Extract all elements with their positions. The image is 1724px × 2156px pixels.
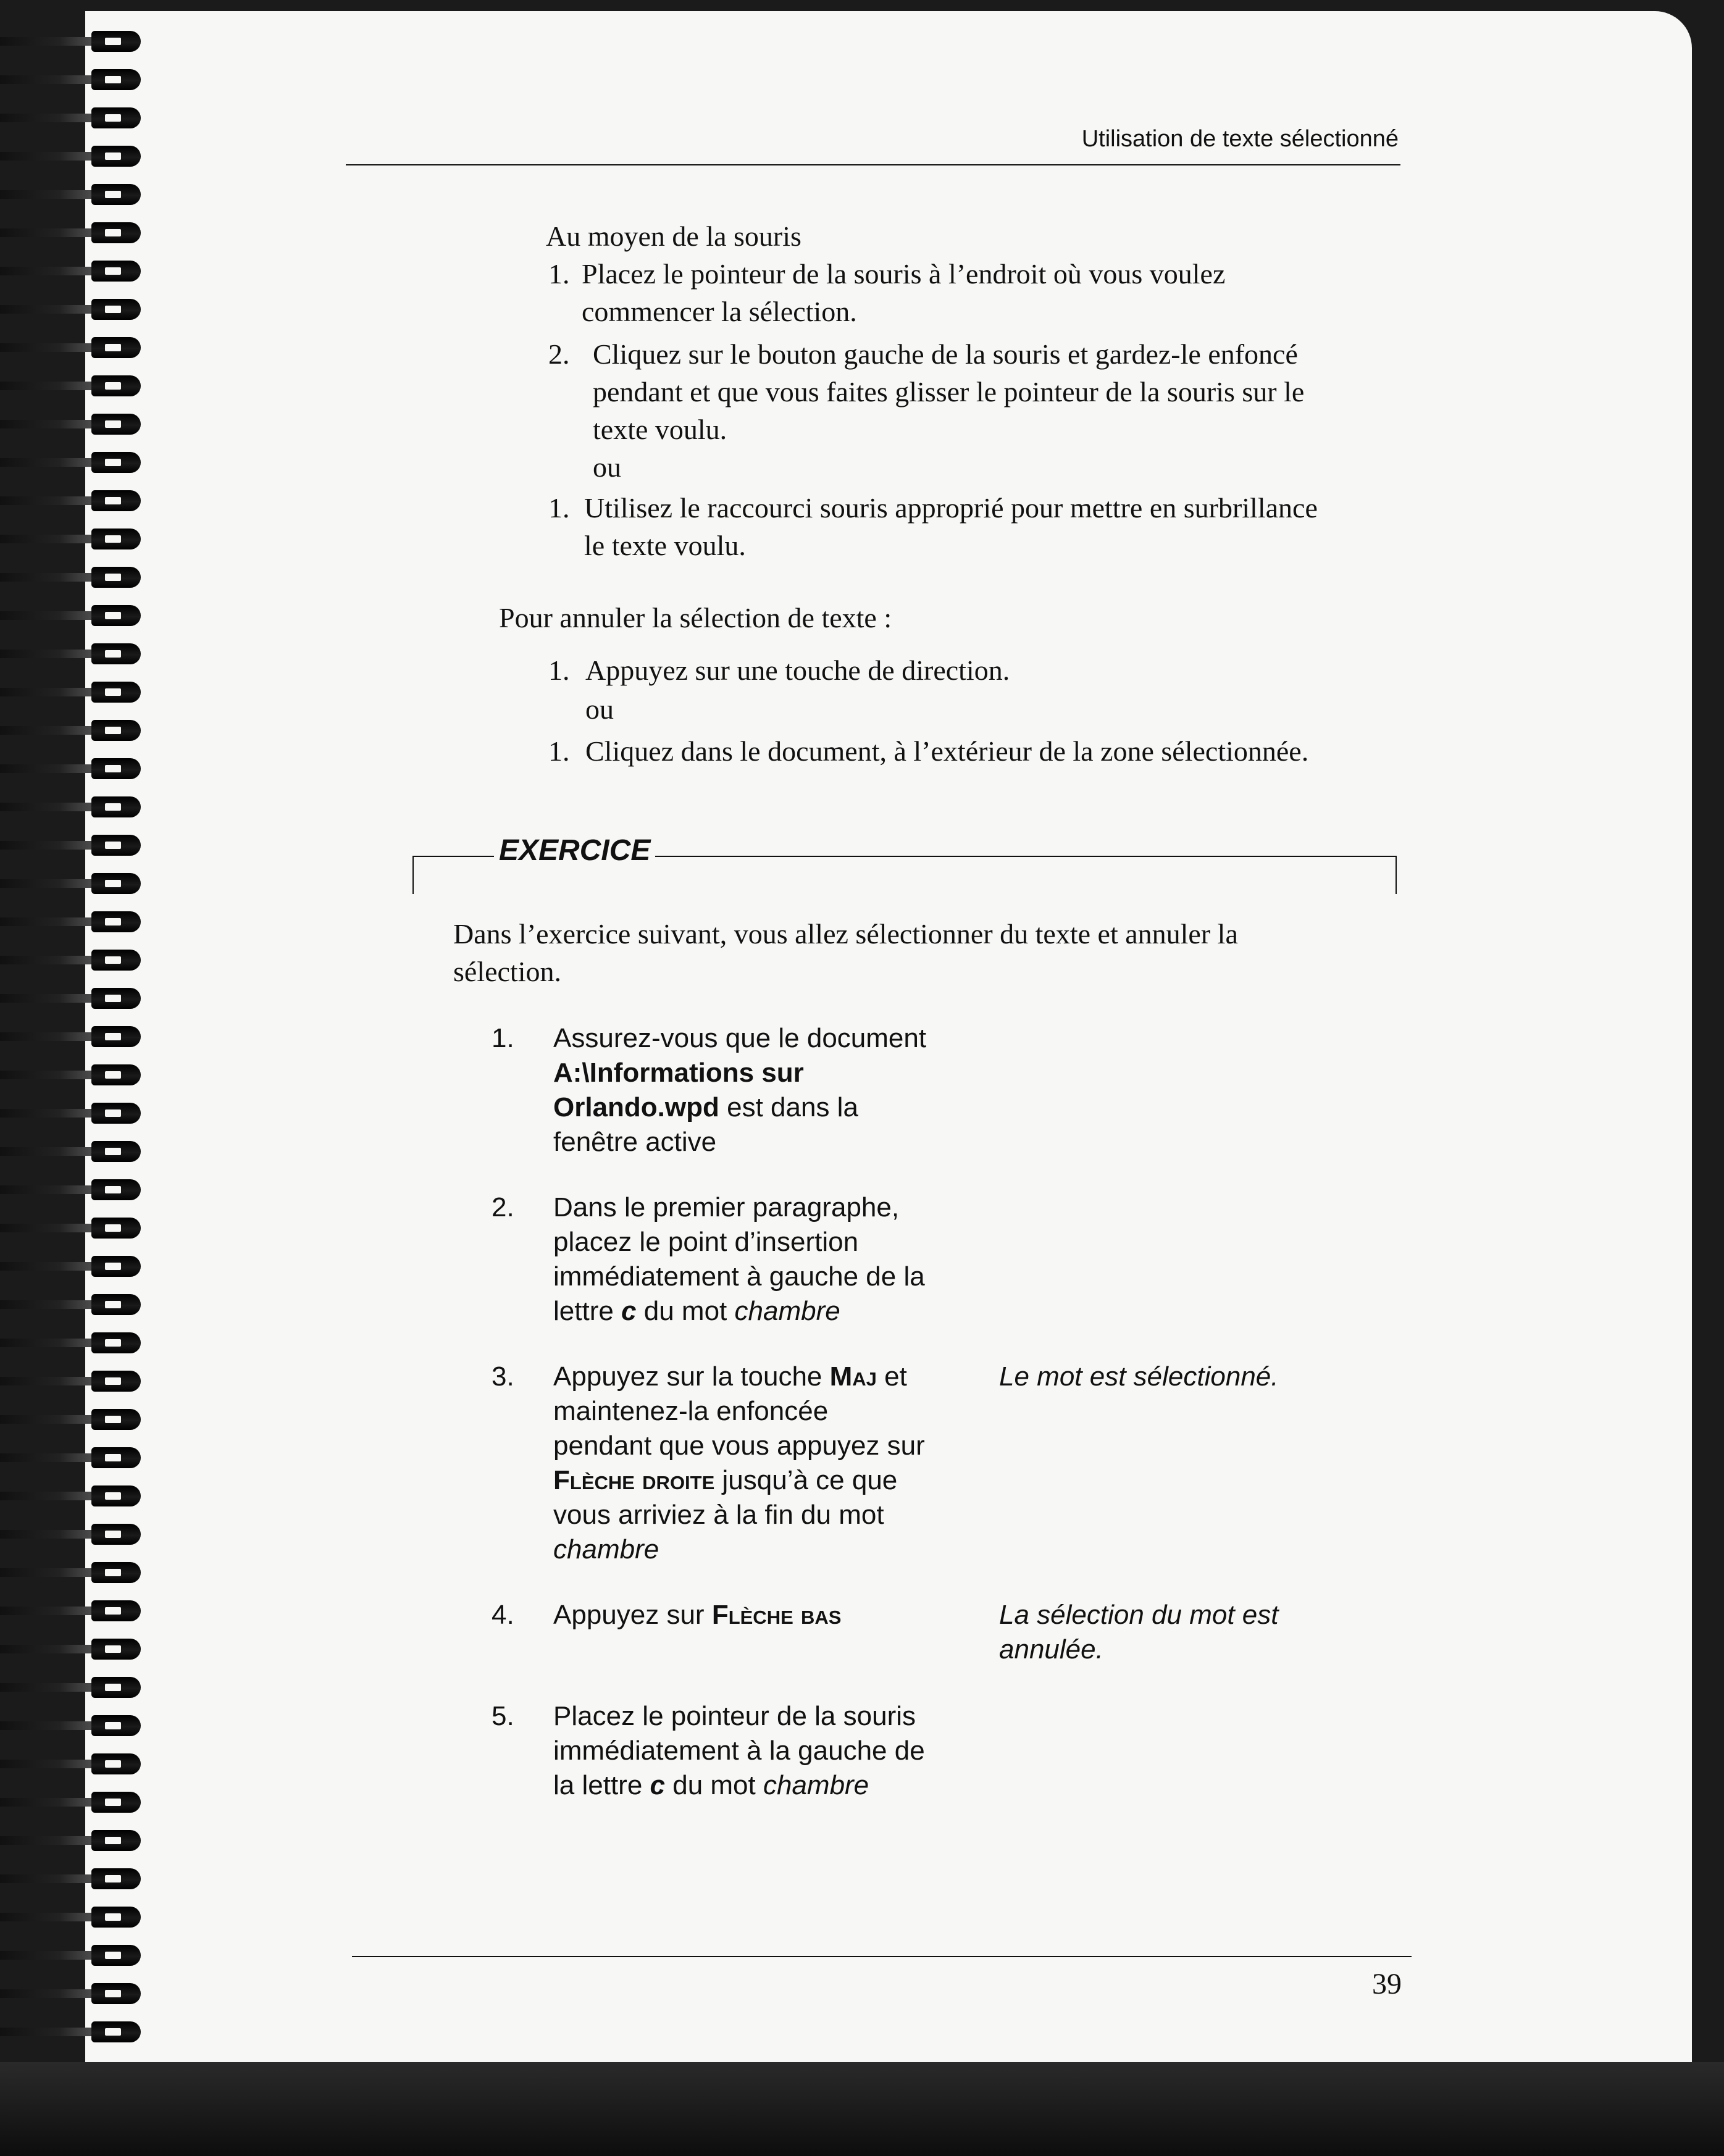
step-text: immédiatement à gauche de la xyxy=(553,1261,925,1292)
binding-coil xyxy=(0,1715,146,1736)
step-text: placez le point d’insertion xyxy=(553,1227,859,1257)
or-separator: ou xyxy=(585,693,614,725)
list-item-text: Placez le pointeur de la souris à l’endroit où vous voulez xyxy=(582,258,1226,290)
list-item-text: Cliquez dans le document, à l’extérieur de la zone sélectionnée. xyxy=(585,735,1309,767)
list-number: 1. xyxy=(548,654,570,686)
or-separator: ou xyxy=(593,451,621,483)
binding-coil xyxy=(0,1639,146,1660)
binding-coil xyxy=(0,184,146,205)
list-number: 1. xyxy=(548,735,570,767)
binding-coil xyxy=(0,107,146,128)
binding-coil xyxy=(0,911,146,932)
step-number: 2. xyxy=(492,1192,514,1222)
binding-coil xyxy=(0,1945,146,1966)
binding-coil xyxy=(0,1792,146,1813)
list-item-text: le texte voulu. xyxy=(584,530,746,561)
key-name: Maj xyxy=(829,1361,877,1392)
step-result: Le mot est sélectionné. xyxy=(999,1361,1279,1392)
binding-coil xyxy=(0,1371,146,1392)
binding-coil xyxy=(0,1026,146,1047)
exercise-heading: EXERCICE xyxy=(494,834,655,867)
binding-coil xyxy=(0,873,146,894)
binding-coil xyxy=(0,1677,146,1698)
step-text xyxy=(553,1463,897,1498)
binding-coil xyxy=(0,1103,146,1124)
step-text: du mot xyxy=(636,1296,735,1326)
binding-coil xyxy=(0,988,146,1009)
list-item-text: Utilisez le raccourci souris approprié pour mettre en surbrillance xyxy=(584,492,1318,524)
binding-coil xyxy=(0,1332,146,1353)
exercise-intro: Dans l’exercice suivant, vous allez sélectionner du texte et annuler la xyxy=(453,918,1238,950)
binding-coil xyxy=(0,261,146,282)
step-text: Dans le premier paragraphe, xyxy=(553,1192,900,1222)
binding-coil xyxy=(0,835,146,856)
step-text-filename: A:\Informations sur xyxy=(553,1058,804,1088)
step-text xyxy=(553,1598,841,1632)
step-text: maintenez-la enfoncée xyxy=(553,1396,829,1426)
list-item-text: Appuyez sur une touche de direction. xyxy=(585,654,1010,686)
step-text xyxy=(553,1768,869,1803)
footer-rule xyxy=(352,1956,1412,1957)
letter-emphasis: c xyxy=(650,1770,665,1800)
step-text-filename: Orlando.wpd xyxy=(553,1092,719,1122)
word-emphasis: chambre xyxy=(553,1534,659,1565)
exercise-intro: sélection. xyxy=(453,956,561,987)
step-result: annulée. xyxy=(999,1634,1103,1665)
binding-coil xyxy=(0,1983,146,2004)
step-text: fenêtre active xyxy=(553,1127,717,1157)
binding-coil xyxy=(0,1907,146,1928)
step-text: immédiatement à la gauche de xyxy=(553,1736,925,1766)
step-text xyxy=(553,1090,858,1125)
list-item-text: Cliquez sur le bouton gauche de la souris et gardez-le enfoncé xyxy=(593,338,1298,370)
binding-coil xyxy=(0,490,146,511)
binding-coil xyxy=(0,643,146,664)
binding-coil xyxy=(0,796,146,817)
binding-coil xyxy=(0,605,146,626)
binding-coil xyxy=(0,720,146,741)
list-number: 2. xyxy=(548,338,570,370)
running-header: Utilisation de texte sélectionné xyxy=(1081,126,1399,152)
binding-coil xyxy=(0,1524,146,1545)
page-number: 39 xyxy=(1372,1968,1402,2000)
binding-coil xyxy=(0,1868,146,1889)
step-text: jusqu’à ce que xyxy=(714,1465,898,1495)
step-text: pendant que vous appuyez sur xyxy=(553,1431,925,1461)
step-number: 4. xyxy=(492,1600,514,1630)
list-item-text: pendant et que vous faites glisser le pointeur de la souris sur le xyxy=(593,376,1305,407)
binding-coil xyxy=(0,31,146,52)
binding-coil xyxy=(0,1485,146,1506)
spiral-binding xyxy=(0,31,148,2062)
binding-coil xyxy=(0,146,146,167)
header-rule xyxy=(346,164,1400,165)
cancel-section-heading: Pour annuler la sélection de texte : xyxy=(499,602,892,633)
list-number: 1. xyxy=(548,492,570,524)
step-text: est dans la xyxy=(719,1092,858,1122)
step-text: lettre xyxy=(553,1296,622,1326)
binding-coil xyxy=(0,1256,146,1277)
exercise-frame-left xyxy=(412,856,414,894)
binding-coil xyxy=(0,375,146,396)
step-number: 5. xyxy=(492,1701,514,1731)
mouse-section-heading: Au moyen de la souris xyxy=(546,220,801,252)
binding-coil xyxy=(0,758,146,779)
binding-coil xyxy=(0,682,146,703)
binding-coil xyxy=(0,1218,146,1239)
list-number: 1. xyxy=(548,258,570,290)
binding-coil xyxy=(0,567,146,588)
binding-coil xyxy=(0,1562,146,1583)
step-number: 1. xyxy=(492,1023,514,1053)
scan-shadow xyxy=(0,2062,1724,2156)
binding-coil xyxy=(0,1600,146,1621)
key-name: Flèche droite xyxy=(553,1465,715,1495)
list-item-text: commencer la sélection. xyxy=(582,296,857,327)
step-text: la lettre xyxy=(553,1770,650,1800)
binding-coil xyxy=(0,1294,146,1315)
binding-coil xyxy=(0,1064,146,1085)
word-emphasis: chambre xyxy=(763,1770,869,1800)
binding-coil xyxy=(0,299,146,320)
binding-coil xyxy=(0,1179,146,1200)
binding-coil xyxy=(0,1141,146,1162)
step-text: Appuyez sur xyxy=(553,1600,712,1630)
step-text: et xyxy=(876,1361,907,1392)
binding-coil xyxy=(0,950,146,971)
binding-coil xyxy=(0,1409,146,1430)
step-text: Assurez-vous que le document xyxy=(553,1023,927,1053)
step-result: La sélection du mot est xyxy=(999,1600,1279,1630)
word-emphasis: chambre xyxy=(734,1296,840,1326)
step-text: Appuyez sur la touche xyxy=(553,1361,830,1392)
binding-coil xyxy=(0,1830,146,1851)
binding-coil xyxy=(0,529,146,549)
step-text: vous arriviez à la fin du mot xyxy=(553,1500,884,1530)
step-text: Placez le pointeur de la souris xyxy=(553,1701,916,1731)
letter-emphasis: c xyxy=(621,1296,637,1326)
step-text: du mot xyxy=(665,1770,763,1800)
binding-coil xyxy=(0,69,146,90)
key-name: Flèche bas xyxy=(711,1600,842,1630)
step-text xyxy=(553,1360,907,1394)
binding-coil xyxy=(0,2021,146,2042)
exercise-frame-right xyxy=(1396,856,1397,894)
list-item-text: texte voulu. xyxy=(593,414,727,445)
binding-coil xyxy=(0,337,146,358)
binding-coil xyxy=(0,414,146,435)
binding-coil xyxy=(0,452,146,473)
binding-coil xyxy=(0,1447,146,1468)
step-text xyxy=(553,1294,840,1329)
binding-coil xyxy=(0,222,146,243)
step-number: 3. xyxy=(492,1361,514,1392)
binding-coil xyxy=(0,1753,146,1774)
